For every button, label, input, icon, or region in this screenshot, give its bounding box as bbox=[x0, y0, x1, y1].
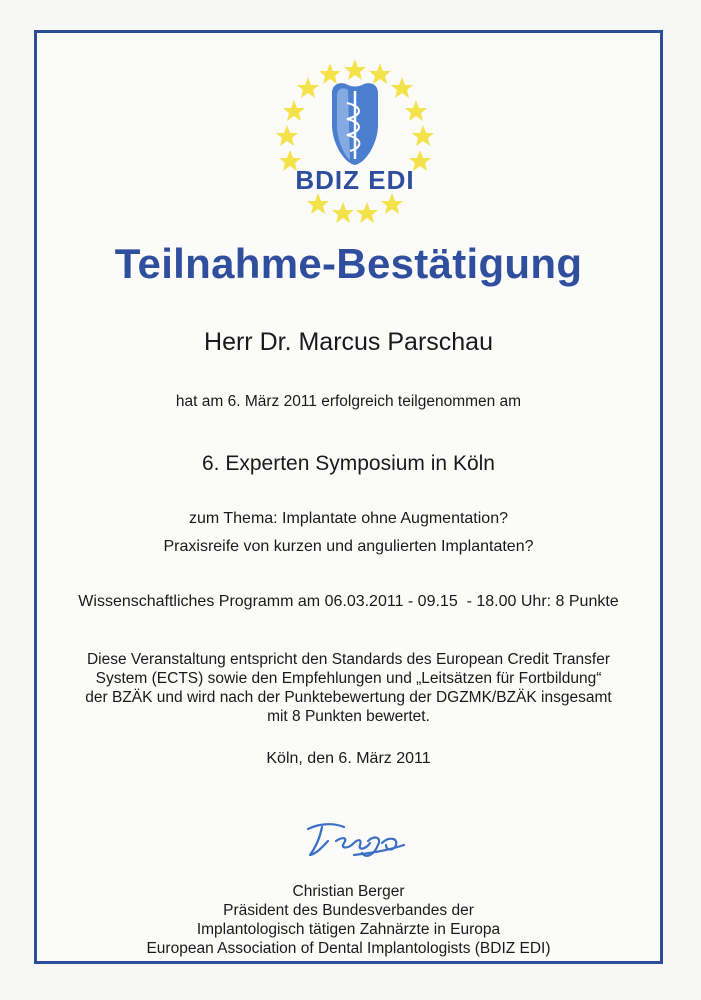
star-icon bbox=[356, 202, 378, 223]
topic-line-1: zum Thema: Implantate ohne Augmentation? bbox=[188, 510, 508, 527]
star-icon bbox=[297, 77, 319, 98]
signer-role-2: Implantologisch tätigen Zahnärzte in Europa bbox=[196, 921, 501, 938]
ects-statement bbox=[34, 650, 663, 726]
signer-name: Christian Berger bbox=[292, 883, 405, 900]
program-details: Wissenschaftliches Programm am 06.03.2011 - 09.15 - 18.00 Uhr: 8 Punkte bbox=[78, 593, 619, 610]
star-icon bbox=[405, 100, 427, 121]
star-icon bbox=[412, 125, 434, 146]
signer-block bbox=[34, 882, 663, 958]
certificate-title: Teilnahme-Bestätigung bbox=[114, 240, 583, 287]
star-icon bbox=[381, 193, 403, 214]
event-name: 6. Experten Symposium in Köln bbox=[202, 452, 495, 475]
handwritten-signature bbox=[300, 815, 410, 865]
ects-line-4: mit 8 Punkten bewertet. bbox=[267, 708, 430, 725]
star-icon bbox=[391, 77, 413, 98]
signer-role-1: Präsident des Bundesverbandes der bbox=[223, 902, 474, 919]
ects-line-1: Diese Veranstaltung entspricht den Standards des European Credit Transfer bbox=[86, 651, 610, 668]
star-icon bbox=[344, 59, 366, 80]
place-and-date: Köln, den 6. März 2011 bbox=[266, 750, 431, 767]
star-icon bbox=[319, 63, 341, 84]
star-icon bbox=[307, 193, 329, 214]
star-icon bbox=[283, 100, 305, 121]
star-icon bbox=[369, 63, 391, 84]
recipient-name: Herr Dr. Marcus Parschau bbox=[204, 328, 493, 356]
topic-line-2: Praxisreife von kurzen und angulierten Implantaten? bbox=[163, 538, 534, 555]
tooth-icon bbox=[332, 83, 378, 165]
participation-statement: hat am 6. März 2011 erfolgreich teilgenommen am bbox=[175, 393, 522, 410]
star-icon bbox=[332, 202, 354, 223]
star-icon bbox=[276, 125, 298, 146]
signer-role-3: European Association of Dental Implantologists (BDIZ EDI) bbox=[146, 940, 551, 957]
ects-line-2: System (ECTS) sowie den Empfehlungen und „Leitsätzen für Fortbildung“ bbox=[95, 670, 602, 687]
bdiz-edi-logo bbox=[270, 55, 440, 225]
logo-text: BDIZ EDI bbox=[295, 165, 415, 195]
ects-line-3: der BZÄK und wird nach der Punktebewertung der DGZMK/BZÄK insgesamt bbox=[85, 689, 612, 706]
